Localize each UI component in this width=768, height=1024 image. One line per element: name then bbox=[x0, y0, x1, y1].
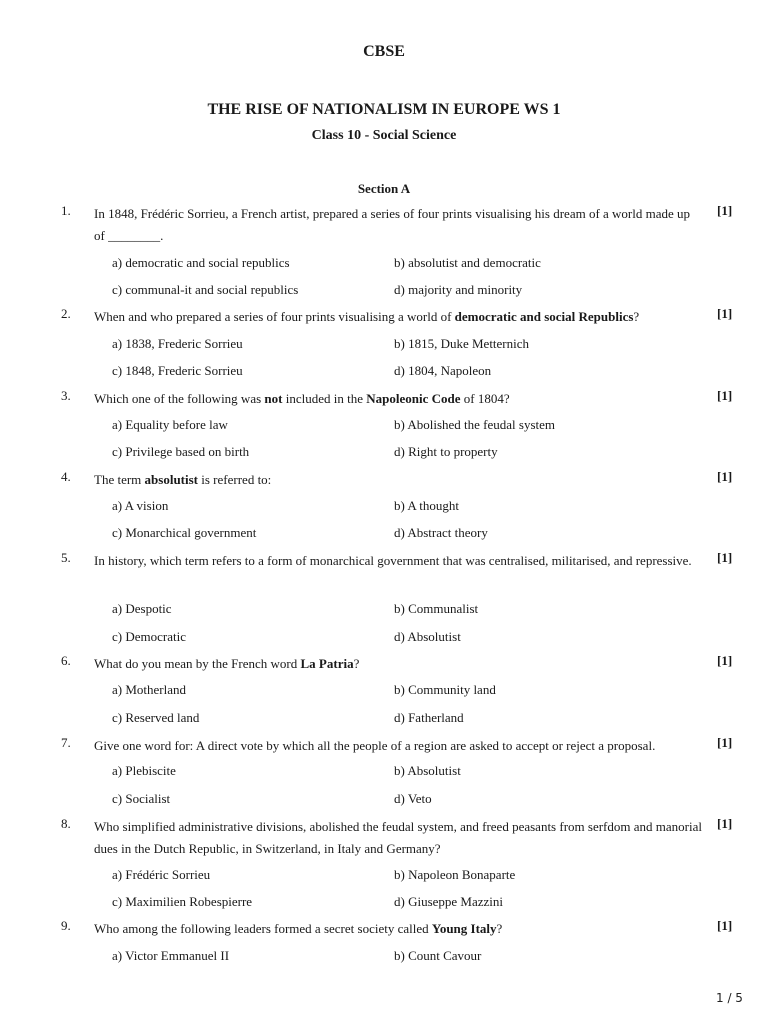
question-text-bold: Young Italy bbox=[431, 921, 497, 936]
question-marks: [1] bbox=[717, 653, 733, 668]
answer-option: d) Giuseppe Mazzini bbox=[394, 894, 504, 909]
question-number: 5. bbox=[61, 550, 71, 565]
answer-option: a) Equality before law bbox=[112, 417, 228, 432]
question-item bbox=[0, 469, 768, 489]
answer-option: b) Community land bbox=[394, 682, 496, 697]
answer-option: b) 1815, Duke Metternich bbox=[394, 336, 530, 351]
answer-option: d) Right to property bbox=[394, 444, 498, 459]
question-text-part: is referred to: bbox=[198, 472, 272, 487]
question-marks: [1] bbox=[717, 816, 733, 831]
section-heading: Section A bbox=[357, 181, 411, 196]
question-marks: [1] bbox=[717, 203, 733, 218]
question-number: 8. bbox=[61, 816, 71, 831]
question-item bbox=[0, 816, 768, 856]
answer-option: b) absolutist and democratic bbox=[394, 255, 541, 270]
question-number: 9. bbox=[61, 918, 71, 933]
worksheet-title: THE RISE OF NATIONALISM IN EUROPE WS 1 bbox=[207, 101, 561, 118]
question-text-part: Who among the following leaders formed a secret society called bbox=[94, 921, 432, 936]
question-text-part: included in the bbox=[282, 391, 367, 406]
question-item bbox=[0, 918, 768, 938]
question-text bbox=[94, 306, 704, 328]
question-text bbox=[94, 653, 704, 675]
question-marks: [1] bbox=[717, 388, 733, 403]
answer-option: c) communal-it and social republics bbox=[112, 282, 299, 297]
exam-board-heading: CBSE bbox=[363, 43, 405, 60]
question-text-part: ? bbox=[633, 309, 640, 324]
question-item bbox=[0, 306, 768, 326]
question-item bbox=[0, 203, 768, 243]
class-subtitle: Class 10 - Social Science bbox=[311, 128, 457, 143]
question-text-part: In 1848, Frédéric Sorrieu, a French artist, prepared a series of four prints visualising his dream of a world made up of ________. bbox=[94, 206, 691, 243]
answer-option: a) Victor Emmanuel II bbox=[112, 948, 230, 963]
answer-option: b) Count Cavour bbox=[394, 948, 482, 963]
question-marks: [1] bbox=[717, 306, 733, 321]
question-text-part: What do you mean by the French word bbox=[94, 656, 301, 671]
question-text bbox=[94, 388, 704, 410]
question-number: 3. bbox=[61, 388, 71, 403]
question-text-part: Give one word for: A direct vote by which all the people of a region are asked to accept or reject a proposal. bbox=[94, 738, 656, 753]
question-text bbox=[94, 550, 704, 572]
question-text-bold: democratic and social Republics bbox=[454, 309, 634, 324]
answer-option: a) democratic and social republics bbox=[112, 255, 290, 270]
question-text-bold: absolutist bbox=[144, 472, 199, 487]
answer-option: a) 1838, Frederic Sorrieu bbox=[112, 336, 243, 351]
question-text bbox=[94, 203, 704, 247]
answer-option: d) Veto bbox=[394, 791, 432, 806]
answer-option: b) Abolished the feudal system bbox=[394, 417, 556, 432]
question-text-part: Who simplified administrative divisions, abolished the feudal system, and freed peasants from serfdom and manorial dues in the Dutch Republic, in Switzerland, in Italy and Germany? bbox=[94, 819, 702, 856]
question-number: 1. bbox=[61, 203, 71, 218]
answer-option: a) Plebiscite bbox=[112, 763, 176, 778]
answer-option: c) Democratic bbox=[112, 629, 186, 644]
answer-option: a) A vision bbox=[112, 498, 169, 513]
question-text-part: When and who prepared a series of four prints visualising a world of bbox=[94, 309, 455, 324]
answer-option: a) Frédéric Sorrieu bbox=[112, 867, 211, 882]
question-text-bold: not bbox=[264, 391, 283, 406]
question-text-part: ? bbox=[353, 656, 360, 671]
answer-option: a) Motherland bbox=[112, 682, 187, 697]
answer-option: c) Privilege based on birth bbox=[112, 444, 250, 459]
answer-option: d) 1804, Napoleon bbox=[394, 363, 492, 378]
answer-option: b) Napoleon Bonaparte bbox=[394, 867, 516, 882]
question-marks: [1] bbox=[717, 918, 733, 933]
question-text-part: of 1804? bbox=[460, 391, 510, 406]
answer-option: d) majority and minority bbox=[394, 282, 523, 297]
question-text-bold: Napoleonic Code bbox=[366, 391, 461, 406]
question-number: 2. bbox=[61, 306, 71, 321]
question-text-bold: La Patria bbox=[300, 656, 354, 671]
answer-option: d) Absolutist bbox=[394, 629, 461, 644]
question-text-part: In history, which term refers to a form of monarchical government that was centralised, militarised, and repressive. bbox=[94, 553, 692, 568]
question-number: 7. bbox=[61, 735, 71, 750]
answer-option: c) Reserved land bbox=[112, 710, 200, 725]
answer-option: c) Socialist bbox=[112, 791, 171, 806]
question-marks: [1] bbox=[717, 735, 733, 750]
answer-option: a) Despotic bbox=[112, 601, 172, 616]
answer-option: b) Communalist bbox=[394, 601, 479, 616]
question-item bbox=[0, 653, 768, 673]
answer-option: d) Fatherland bbox=[394, 710, 464, 725]
question-text bbox=[94, 918, 704, 940]
answer-option: c) Maximilien Robespierre bbox=[112, 894, 253, 909]
answer-option: c) Monarchical government bbox=[112, 525, 257, 540]
answer-option: d) Abstract theory bbox=[394, 525, 488, 540]
answer-option: c) 1848, Frederic Sorrieu bbox=[112, 363, 243, 378]
question-text bbox=[94, 816, 704, 860]
question-text bbox=[94, 735, 704, 757]
question-item bbox=[0, 550, 768, 570]
question-number: 6. bbox=[61, 653, 71, 668]
answer-option: b) Absolutist bbox=[394, 763, 461, 778]
question-text-part: The term bbox=[94, 472, 145, 487]
question-item bbox=[0, 735, 768, 755]
page-number: 1 / 5 bbox=[716, 991, 743, 1005]
question-text-part: ? bbox=[496, 921, 503, 936]
question-item bbox=[0, 388, 768, 408]
question-text bbox=[94, 469, 704, 491]
question-number: 4. bbox=[61, 469, 71, 484]
question-marks: [1] bbox=[717, 550, 733, 565]
question-marks: [1] bbox=[717, 469, 733, 484]
answer-option: b) A thought bbox=[394, 498, 460, 513]
question-text-part: Which one of the following was bbox=[94, 391, 265, 406]
